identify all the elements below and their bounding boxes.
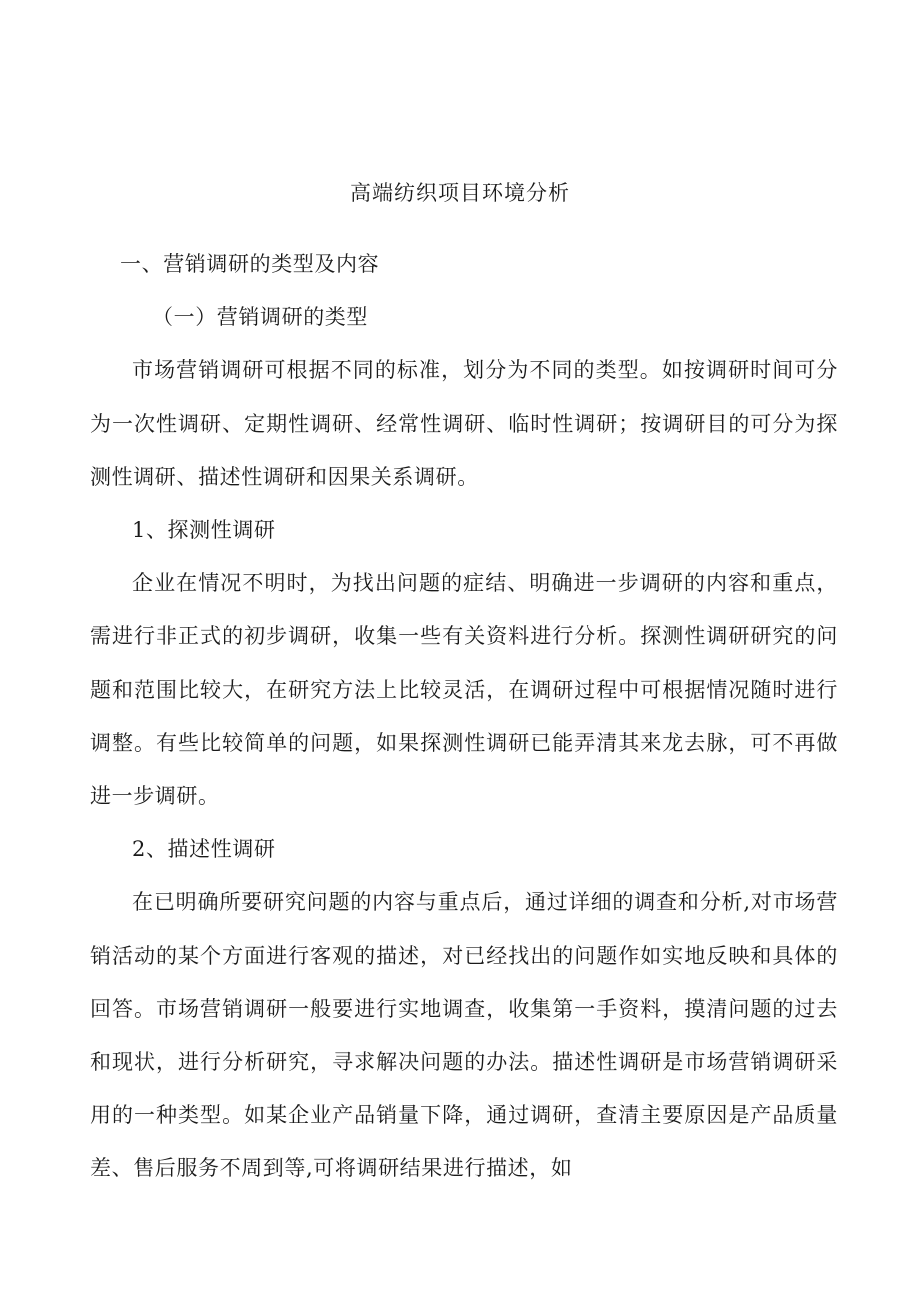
item2-heading: 2、描述性调研 [132, 837, 276, 862]
section-heading: 一、营销调研的类型及内容 [120, 252, 380, 276]
paragraph-intro: 市场营销调研可根据不同的标准，划分为不同的类型。如按调研时间可分为一次性调研、定期性调研、经常性调研、临时性调研；按调研目的可分为探测性调研、描述性调研和因果关系调研。 [90, 358, 838, 489]
item1-heading: 1、探测性调研 [132, 518, 276, 543]
document-body [90, 238, 838, 1196]
document-title: 高端纺织项目环境分析 [350, 181, 570, 205]
item2-body: 在已明确所要研究问题的内容与重点后，通过详细的调查和分析,对市场营销活动的某个方面进行客观的描述，对已经找出的问题作如实地反映和具体的回答。市场营销调研一般要进行实地调查，收集第一手资料，摸清问题的过去和现状，进行分析研究，寻求解决问题的办法。描述性调研是市场营销调研采用的一种类型。如某企业产品销量下降，通过调研，查清主要原因是产品质量差、售后服务不周到等,可将调研结果进行描述，如 [90, 890, 838, 1181]
subsection-heading: （一）营销调研的类型 [152, 305, 368, 330]
item1-body: 企业在情况不明时，为找出问题的症结、明确进一步调研的内容和重点，需进行非正式的初步调研，收集一些有关资料进行分析。探测性调研研究的问题和范围比较大，在研究方法上比较灵活，在调研过程中可根据情况随时进行调整。有些比较简单的问题，如果探测性调研已能弄清其来龙去脉，可不再做进一步调研。 [90, 571, 838, 809]
